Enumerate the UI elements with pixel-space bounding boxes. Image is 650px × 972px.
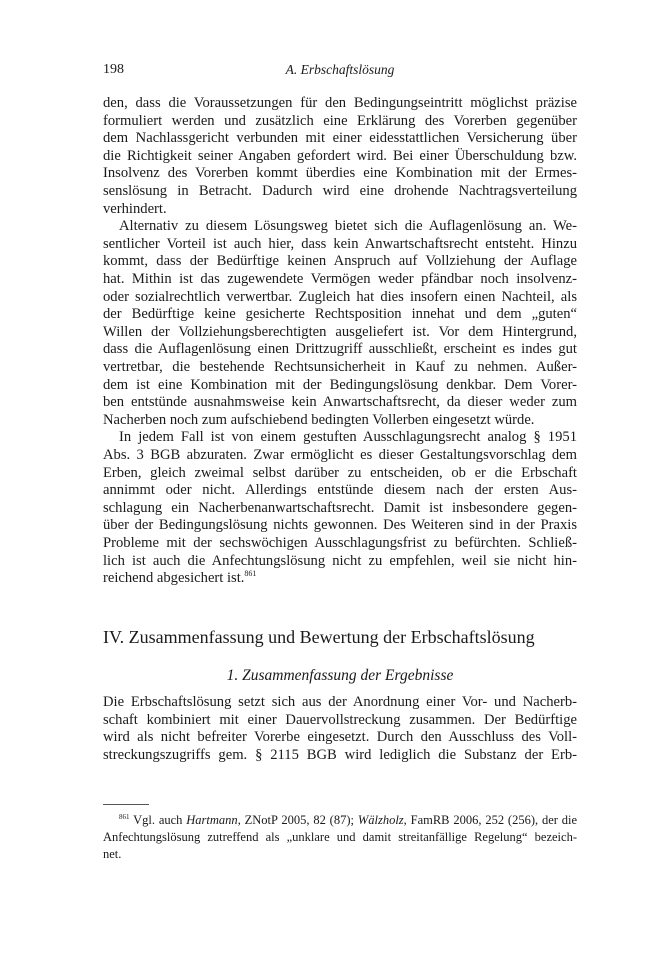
text-line: dass die Auflagenlösung einen Drittzugriff ausschließt, erscheint es indes gut [103,341,577,358]
text-line: Willen der Vollziehungsberechtigten ausgeliefert ist. Vor dem Hintergrund, [103,323,577,340]
text-line: dem Nachlassgericht verbunden mit einer eidesstattlichen Versicherung über [103,130,577,147]
text-line: den, dass die Voraussetzungen für den Bedingungseintritt möglichst präzise [103,95,577,111]
text-line: über der Bedingungslösung nichts gewonnen. Des Weiteren sind in der Praxis [103,517,577,534]
text-line: ben entstünde ausnahmsweise kein Anwartschaftsrecht, da dieser weder zum [103,394,577,411]
subsection-heading: 1. Zusammenfassung der Ergebnisse [226,667,454,684]
text-line: senslösung in Betracht. Dadurch wird eine drohende Nachtragsverteilung [103,183,577,199]
footnote-rule [103,804,149,805]
text-line: Insolvenz des Vorerben kommt überdies eine Kombination mit der Ermes- [103,165,577,182]
footnote-author: Hartmann [186,813,238,827]
text-line: Erben, gleich zweimal selbst darüber zu entscheiden, ob er die Erbschaft [103,464,577,481]
footnote-author: Wälzholz [357,813,404,827]
text-line: Die Erbschaftslösung setzt sich aus der Anordnung einer Vor- und Nacherb- [103,694,577,710]
text-line: Alternativ zu diesem Lösungsweg bietet sich die Auflagenlösung an. We- [119,218,577,235]
footnote-text: , FamRB 2006, 252 (256), der die [403,813,578,827]
footnote-line: net. [103,847,122,861]
text-line: Probleme mit der sechswöchigen Ausschlagungsfrist zu befürchten. Schließ- [103,535,577,551]
running-head: A. Erbschaftslösung [285,62,395,77]
text-line: streckungszugriffs gem. § 2115 BGB wird lediglich die Substanz der Erb- [103,746,577,763]
section-heading: IV. Zusammenfassung und Bewertung der Erbschaftslösung [103,627,535,647]
text-line: kommt, dass der Bedürftige keinen Anspruch auf Vollziehung der Auflage [103,253,577,270]
text-line: sentlicher Vorteil ist auch hier, dass kein Anwartschaftsrecht entsteht. Hinzu [103,235,577,252]
text-line: verhindert. [103,200,167,217]
footnote-line: Anfechtungslösung zutreffend als „unklare und damit streitanfällige Regelung“ bezeich- [103,830,577,844]
text-line: formuliert werden und zusätzlich eine Erklärung des Vorerben gegenüber [103,112,577,129]
footnote-number: 861 [119,812,130,821]
text-line: lich ist auch die Anfechtungslösung nicht zu empfehlen, weil sie nicht hin- [103,552,577,569]
text-line: die Richtigkeit seiner Angaben gefordert wird. Bei einer Überschuldung bzw. [103,147,577,164]
footnote-text: , ZNotP 2005, 82 (87); [237,813,354,827]
text-line: schaft kombiniert mit einer Dauervollstreckung zusammen. Der Bedürftige [103,711,577,728]
text-line: wird als nicht befreiter Vorerbe eingesetzt. Durch den Ausschluss des Voll- [103,729,577,746]
text-line: In jedem Fall ist von einem gestuften Ausschlagungsrecht analog § 1951 [119,429,577,446]
footnote-text: Vgl. auch [133,813,183,827]
text-line: dem ist eine Kombination mit der Bedingungslösung denkbar. Dem Vorer- [103,376,577,393]
text-line: schlagung ein Nacherbenanwartschaftsrecht. Damit ist insbesondere gegen- [103,499,577,516]
text-line: Nacherben noch zum aufschiebend bedingten Vollerben eingesetzt würde. [103,411,535,428]
text-line: Abs. 3 BGB abzuraten. Zwar ermöglicht es dieser Gestaltungsvorschlag dem [103,447,577,463]
text-line: reichend abgesichert ist.$^{861}$ [103,569,257,587]
footnote-line [119,812,577,829]
text-line: annimmt oder nicht. Allerdings entstünde diesem nach der ersten Aus- [103,482,577,499]
text-line: hat. Mithin ist das zugewendete Vermögen weder pfändbar noch insolvenz- [103,271,577,287]
page-number: 198 [103,62,124,77]
text-line: vertretbar, die bestehende Rechtsunsicherheit in Kauf zu nehmen. Außer- [103,359,577,375]
text-line: der Bedürftige keine gesicherte Rechtsposition innehat und dem „guten“ [103,306,577,323]
text-line: oder sozialrechtlich verwertbar. Zugleich hat dies insofern einen Nachteil, als [103,288,577,305]
footnote-reference: 861 [244,569,257,579]
page-header [103,62,577,82]
